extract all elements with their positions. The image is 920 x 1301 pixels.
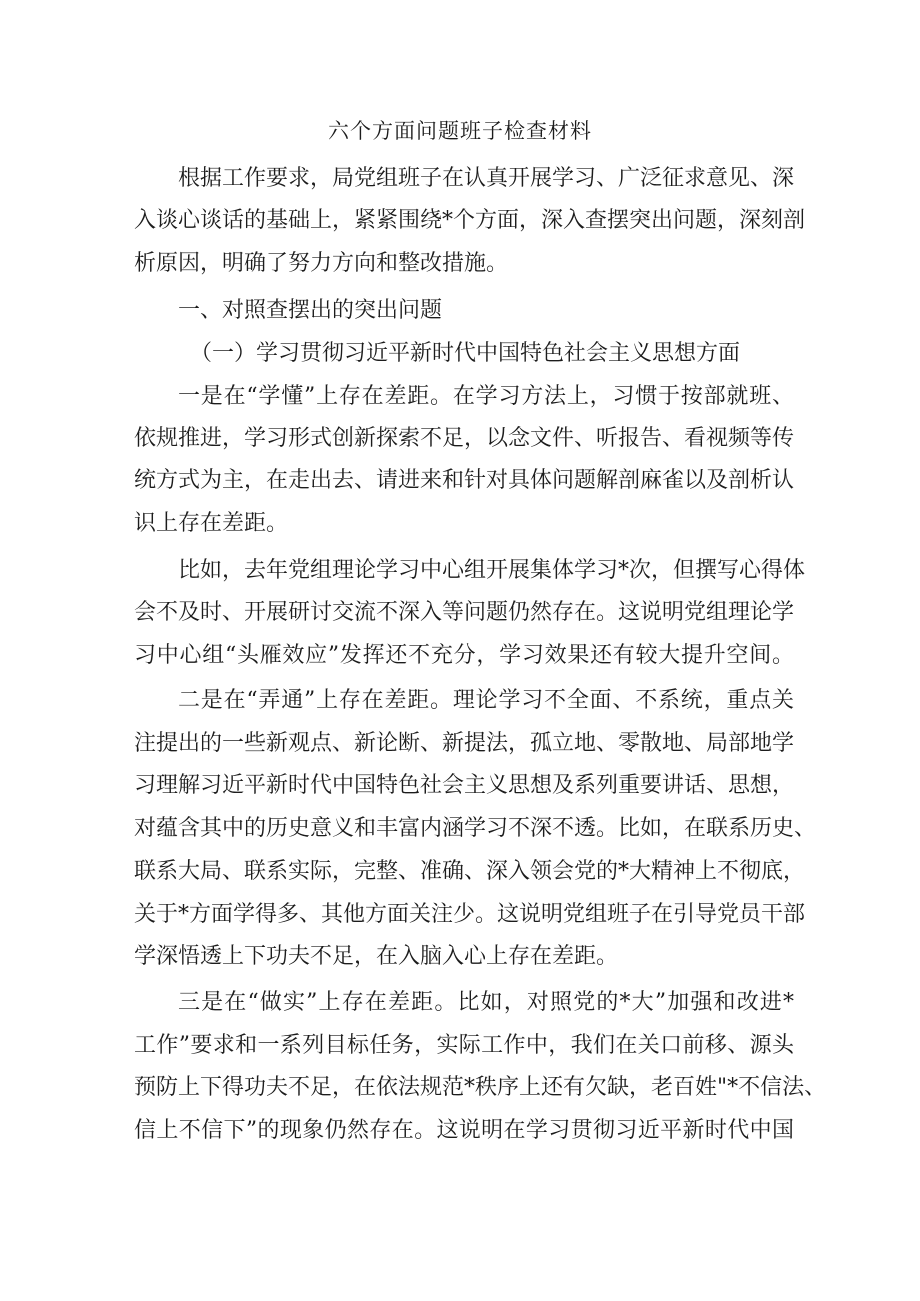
paragraph-line: 习中心组“头雁效应”发挥还不充分，学习效果还有较大提升空间。 (134, 643, 794, 668)
paragraph-line: 析原因，明确了努力方向和整改措施。 (134, 251, 509, 276)
paragraph-line: 学深悟透上下功夫不足，在入脑入心上存在差距。 (134, 944, 619, 969)
paragraph-line: 信上不信下”的现象仍然存在。这说明在学习贯彻习近平新时代中国 (134, 1118, 794, 1143)
paragraph-line: 会不及时、开展研讨交流不深入等问题仍然存在。这说明党组理论学 (134, 600, 795, 625)
paragraph-line: 习理解习近平新时代中国特色社会主义思想及系列重要讲话、思想， (134, 773, 795, 798)
paragraph-line: 注提出的一些新观点、新论断、新提法，孤立地、零散地、局部地学 (134, 731, 795, 756)
paragraph-line: 联系大局、联系实际，完整、准确、深入领会党的*大精神上不彻底， (134, 859, 806, 884)
paragraph-line: 关于*方面学得多、其他方面关注少。这说明党组班子在引导党员干部 (134, 902, 806, 927)
paragraph-line: 统方式为主，在走出去、请进来和针对具体问题解剖麻雀以及剖析认 (134, 468, 795, 493)
paragraph-line: 根据工作要求，局党组班子在认真开展学习、广泛征求意见、深 (178, 166, 795, 191)
paragraph-line: 一是在“学懂”上存在差距。在学习方法上，习惯于按部就班、 (178, 384, 794, 409)
paragraph-line: 二是在“弄通”上存在差距。理论学习不全面、不系统，重点关 (178, 688, 794, 713)
document-title: 六个方面问题班子检查材料 (328, 119, 592, 143)
section-heading: 一、对照查摆出的突出问题 (178, 298, 443, 323)
paragraph-line: 预防上下得功夫不足，在依法规范*秩序上还有欠缺，老百姓"*不信法、 (134, 1075, 827, 1100)
paragraph-line: 依规推进，学习形式创新探索不足，以念文件、听报告、看视频等传 (134, 426, 795, 451)
subsection-heading: （一）学习贯彻习近平新时代中国特色社会主义思想方面 (190, 341, 741, 366)
paragraph-line: 识上存在差距。 (134, 511, 289, 536)
paragraph-line: 入谈心谈话的基础上，紧紧围绕*个方面，深入查摆突出问题，深刻剖 (134, 208, 806, 233)
paragraph-line: 工作”要求和一系列目标任务，实际工作中，我们在关口前移、源头 (134, 1033, 794, 1058)
paragraph-line: 三是在“做实”上存在差距。比如，对照党的*大”加强和改进* (178, 990, 794, 1015)
paragraph-line: 比如，去年党组理论学习中心组开展集体学习*次，但撰写心得体 (178, 558, 806, 583)
paragraph-line: 对蕴含其中的历史意义和丰富内涵学习不深不透。比如，在联系历史、 (134, 816, 817, 841)
